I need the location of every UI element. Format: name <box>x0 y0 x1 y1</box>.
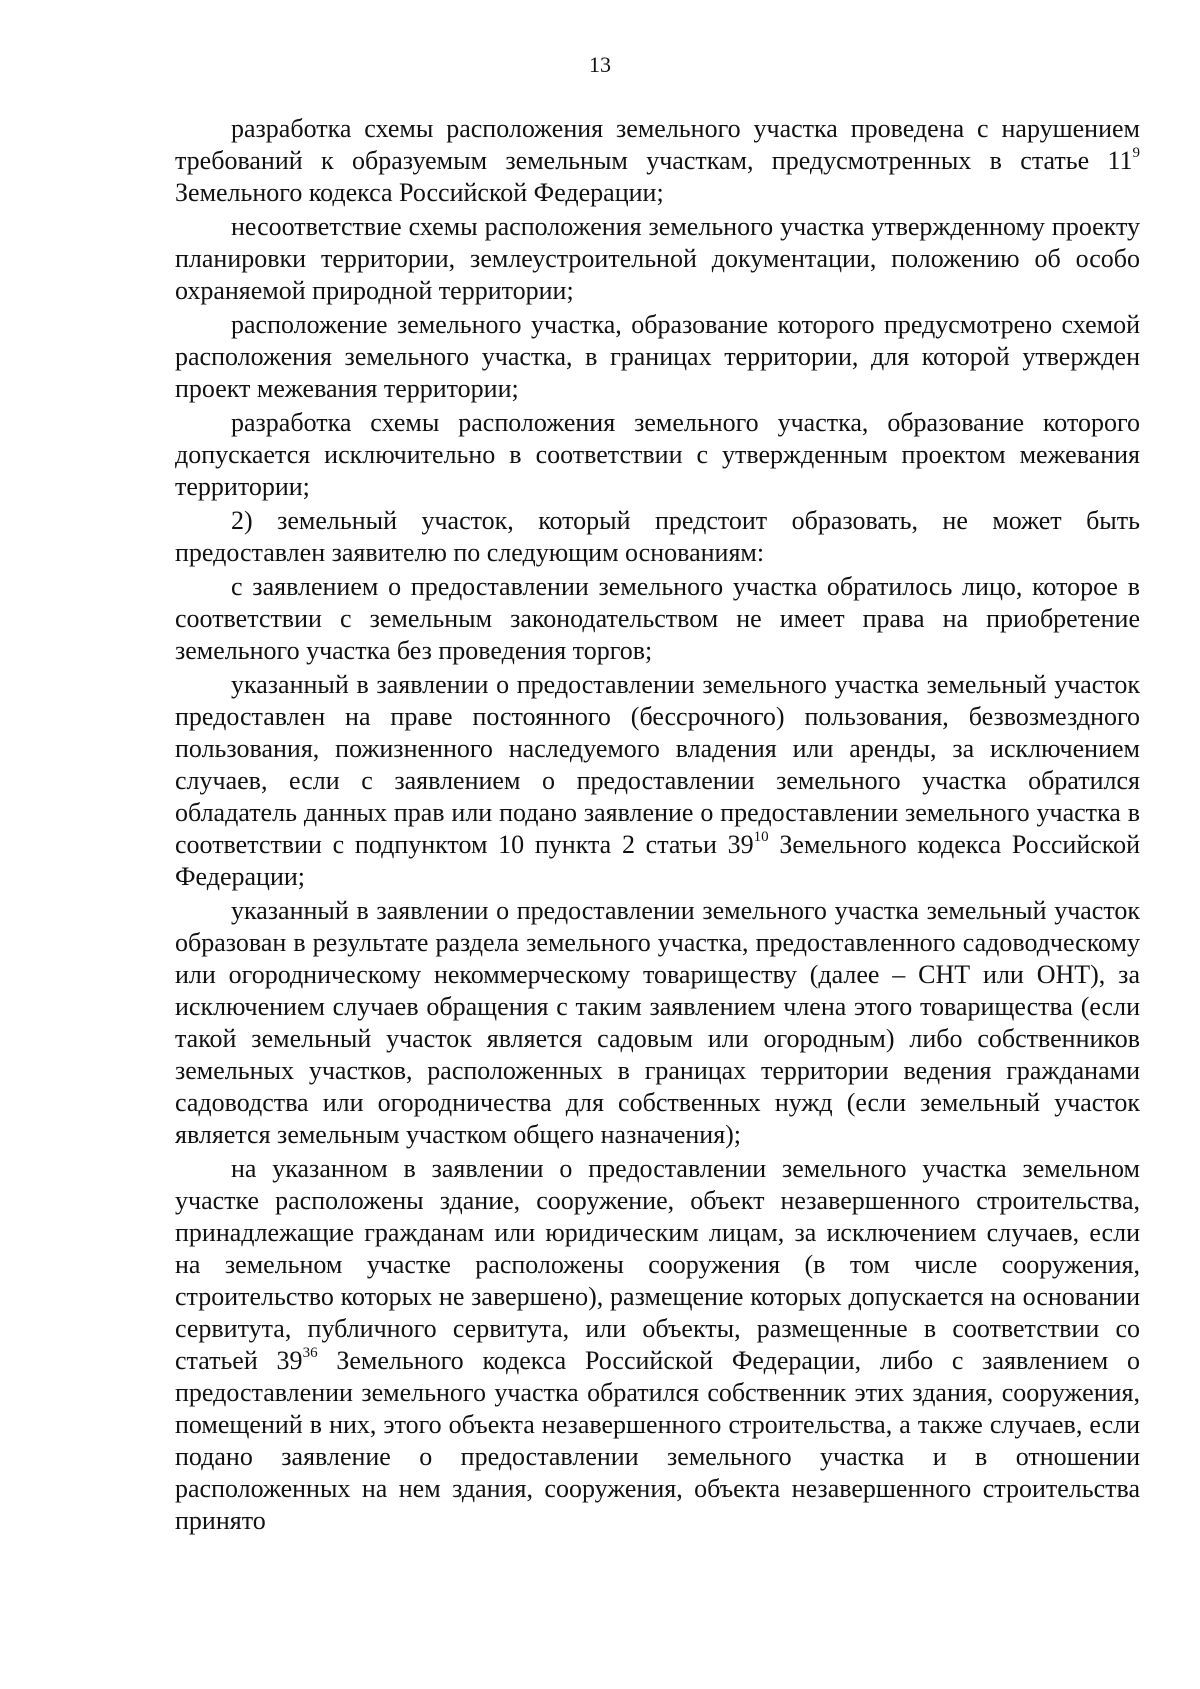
paragraph-item-2: 2) земельный участок, который предстоит образовать, не может быть предоставлен заявителю по следующим основаниям: <box>175 506 1140 567</box>
paragraph-scheme-violation: разработка схемы расположения земельного участка проведена с нарушением требований к образуемым земельным участкам, предусмотренных в статье $11^9$ Земельного кодекса Российской Федерации; <box>175 114 1140 207</box>
paragraph-plot-already-granted: указанный в заявлении о предоставлении земельного участка земельный участок предоставлен на праве постоянного (бессрочного) пользования, безвозмездного пользования, пожизненного наследуемого владения или аренды, за исключением случаев, если с заявлением о предоставлении земельного участка обратился обладатель данных прав или подано заявление о предоставлении земельного участка в соответствии с подпунктом 10 пункта 2 статьи $39^{10}$ Земельного кодекса Российской Федерации; <box>175 670 1141 891</box>
paragraph-no-right-applicant: с заявлением о предоставлении земельного участка обратилось лицо, которое в соответствии с земельным законодательством не имеет права на приобретение земельного участка без проведения торгов; <box>175 572 1140 665</box>
paragraph-scheme-development: разработка схемы расположения земельного участка, образование которого допускается исключительно в соответствии с утвержденным проектом межевания территории; <box>175 408 1140 501</box>
superscript: 10 <box>753 829 769 845</box>
paragraph-location-in-territory: расположение земельного участка, образование которого предусмотрено схемой расположения земельного участка, в границах территории, для которой утвержден проект межевания территории; <box>175 310 1140 403</box>
paragraph-snt-division: указанный в заявлении о предоставлении земельного участка земельный участок образован в результате раздела земельного участка, предоставленного садоводческому или огородническому некоммерческому товариществу (далее – СНТ или ОНТ), за исключением случаев обращения с таким заявлением члена этого товарищества (если такой земельный участок является садовым или огородным) либо собственников земельных участков, расположенных в границах территории ведения гражданами садоводства или огородничества для собственных нужд (если земельный участок является земельным участком общего назначения); <box>175 896 1140 1149</box>
paragraph-scheme-mismatch: несоответствие схемы расположения земельного участка утвержденному проекту планировки территории, землеустроительной документации, положению об особо охраняемой природной территории; <box>175 212 1140 305</box>
document-body <box>175 113 1140 1539</box>
superscript: 9 <box>1132 145 1140 161</box>
superscript: 36 <box>302 1345 318 1361</box>
paragraph-buildings-on-plot: на указанном в заявлении о предоставлении земельного участка земельном участке расположены здание, сооружение, объект незавершенного строительства, принадлежащие гражданам или юридическим лицам, за исключением случаев, если на земельном участке расположены сооружения (в том числе сооружения, строительство которых не завершено), размещение которых допускается на основании сервитута, публичного сервитута, или объекты, размещенные в соответствии со статьей $39^{36}$ Земельного кодекса Российской Федерации, либо с заявлением о предоставлении земельного участка обратился собственник этих здания, сооружения, помещений в них, этого объекта незавершенного строительства, а также случаев, если подано заявление о предоставлении земельного участка и в отношении расположенных на нем здания, сооружения, объекта незавершенного строительства принято <box>175 1154 1141 1535</box>
page-number: 13 <box>589 52 611 77</box>
